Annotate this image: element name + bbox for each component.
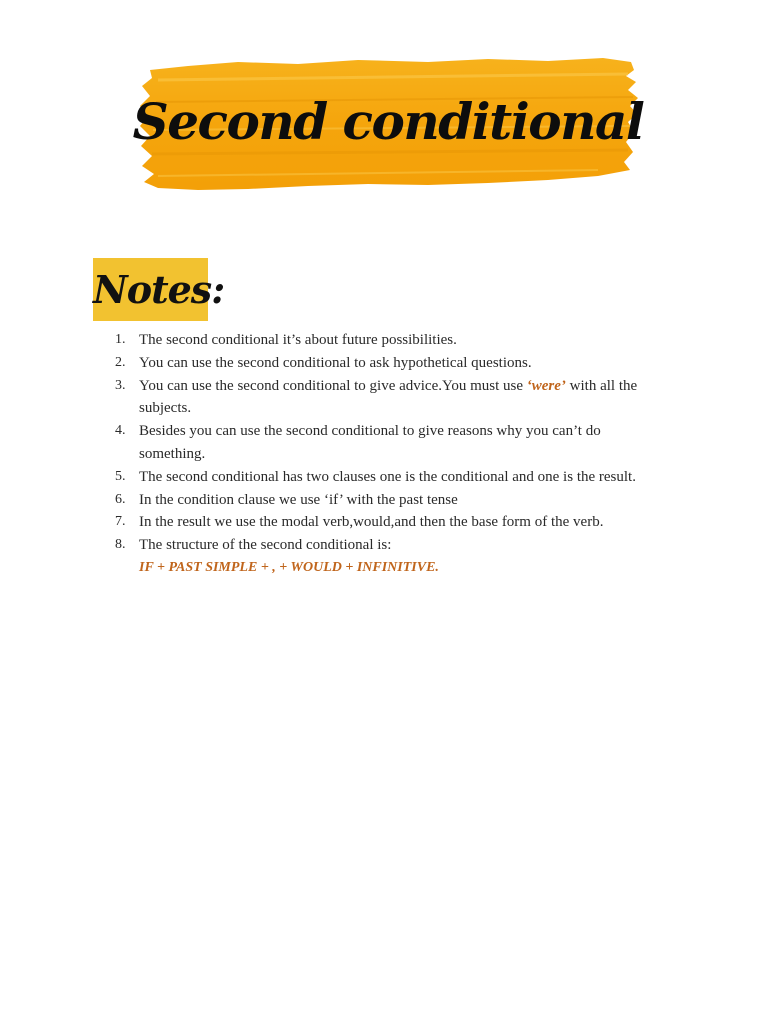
list-item-number: 4. xyxy=(115,423,126,439)
highlight-word: ‘were’ xyxy=(526,377,566,394)
list-item-text: The second conditional has two clauses one is the conditional and one is the result. xyxy=(139,468,636,485)
list-item-text-continued: with all the subjects. xyxy=(139,377,638,417)
list-item-text: The second conditional it’s about future possibilities. xyxy=(139,332,457,348)
list-item-number: 6. xyxy=(115,491,126,507)
list-item xyxy=(110,489,670,512)
list-item xyxy=(110,534,670,580)
list-item-text: In the condition clause we use ‘if’ with the past tense xyxy=(139,491,458,508)
list-item xyxy=(110,466,670,489)
list-item-text: The structure of the second conditional is: xyxy=(139,537,392,554)
list-item-number: 3. xyxy=(115,377,126,393)
list-item-number: 2. xyxy=(115,354,126,370)
list-item-text: In the result we use the modal verb,would,and then the base form of the verb. xyxy=(139,514,604,531)
list-item-number: 1. xyxy=(115,332,126,347)
list-item-text: Besides you can use the second conditional to give reasons why you can’t do something. xyxy=(139,423,601,462)
title-banner xyxy=(128,52,648,204)
list-item-number: 8. xyxy=(115,537,126,553)
list-item xyxy=(110,352,670,375)
list-item-number: 7. xyxy=(115,514,126,530)
list-item xyxy=(110,375,670,421)
list-item xyxy=(110,329,670,352)
list-item-number: 5. xyxy=(115,468,126,484)
list-item-text: You can use the second conditional to ask hypothetical questions. xyxy=(139,354,532,371)
notes-list xyxy=(110,329,670,580)
list-item-text: You can use the second conditional to give advice.You must use xyxy=(139,377,527,394)
list-item xyxy=(110,511,670,534)
page-title: Second conditional xyxy=(132,92,644,151)
list-item xyxy=(110,420,670,466)
notes-heading: Notes: xyxy=(93,258,208,321)
structure-formula: IF + PAST SIMPLE + , + WOULD + INFINITIVE. xyxy=(139,559,439,575)
